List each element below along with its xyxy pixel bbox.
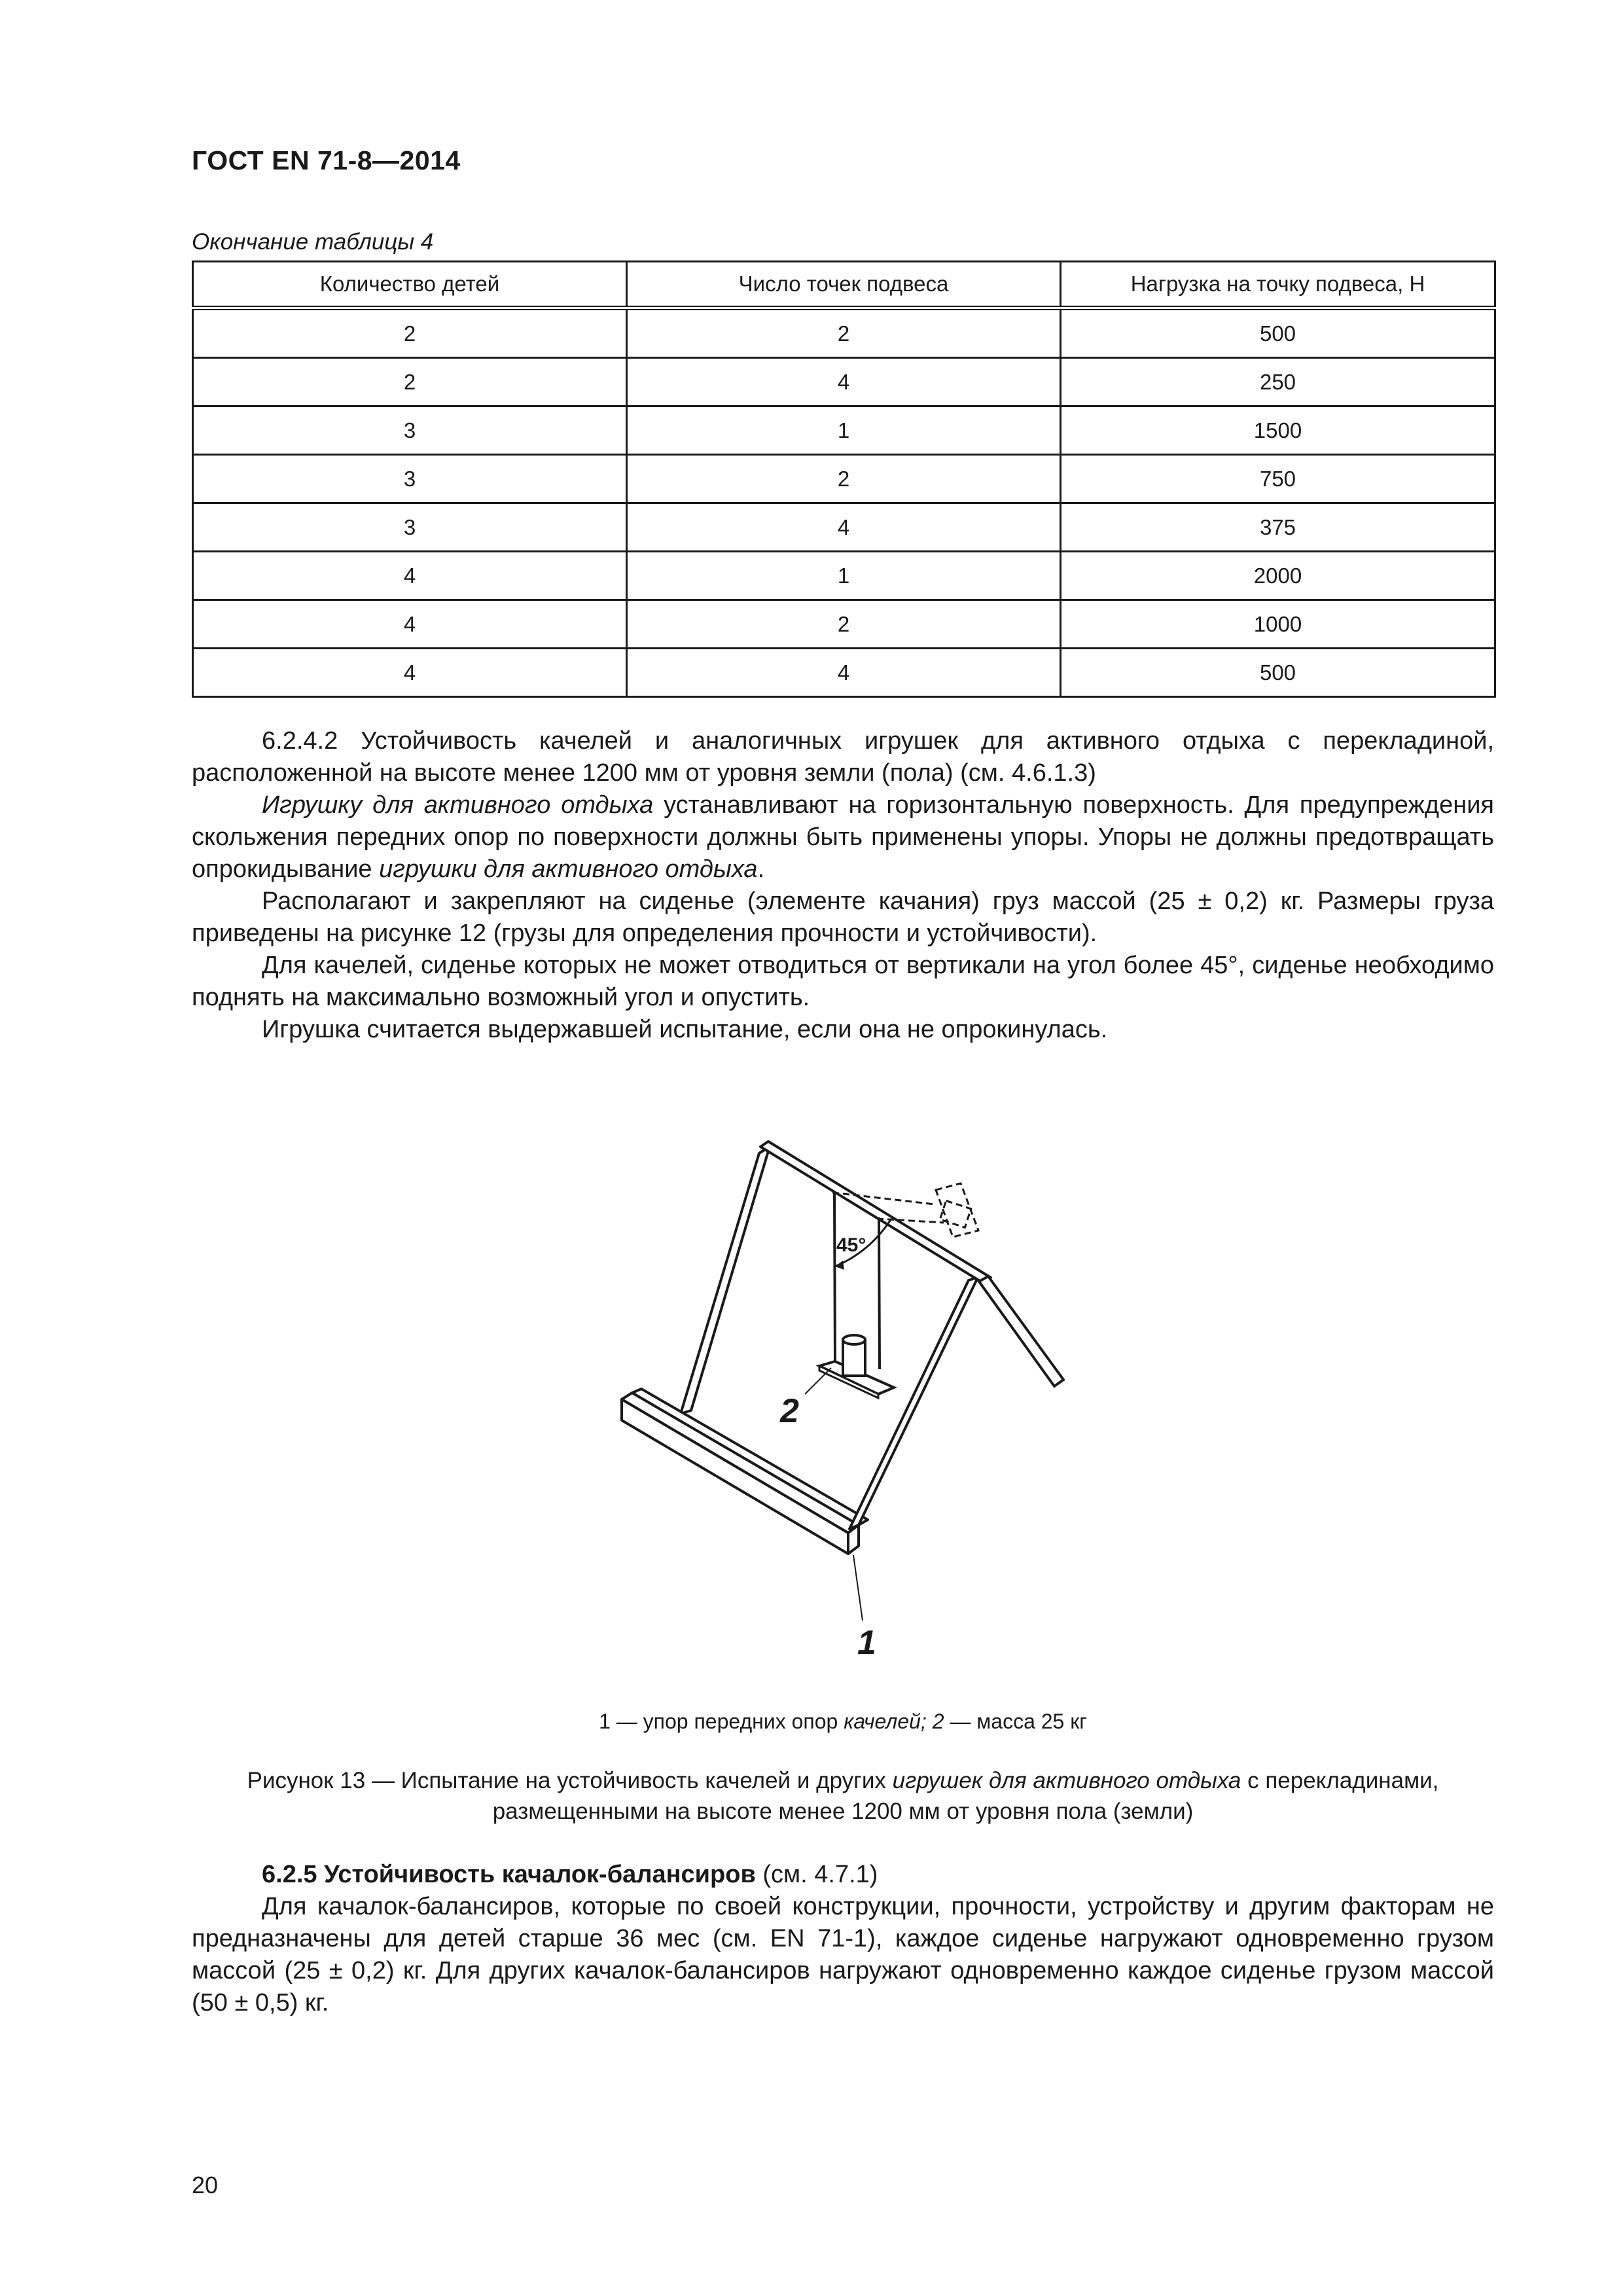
table-cell: 1	[627, 552, 1061, 600]
table-row	[193, 600, 1495, 649]
column-header-load: Нагрузка на точку подвеса, Н	[1061, 262, 1495, 308]
text-run: устанавливают на горизонтальную поверхность. Для предупреждения скольжения передних опор по поверхности должны быть применены упоры. Упоры не должны предотвращать опрокидывание	[192, 791, 1494, 883]
section-title: 6.2.5 Устойчивость качалок-балансиров	[262, 1861, 756, 1888]
rope-right	[879, 1217, 880, 1369]
leader-line-1	[853, 1555, 863, 1621]
front-ground-bar-top	[632, 1389, 868, 1525]
paragraph: Располагают и закрепляют на сиденье (элементе качания) груз массой (25 ± 0,2) кг. Размеры груза приведены на рисунке 12 (грузы для определения прочности и устойчивости).	[192, 888, 1494, 947]
table-cell: 750	[1061, 455, 1495, 503]
section-6242	[192, 725, 1494, 1046]
legend-text: 1 — упор передних опор	[599, 1710, 844, 1733]
table-cell: 4	[627, 358, 1061, 406]
figure-label-2: 2	[780, 1392, 799, 1430]
table-cell: 2	[627, 600, 1061, 649]
italic-term: игрушки для активного отдыха	[379, 855, 758, 883]
standard-header: ГОСТ EN 71-8—2014	[192, 145, 461, 175]
table-row	[193, 308, 1495, 358]
rear-leg-left	[681, 1147, 770, 1414]
figure-caption	[192, 1765, 1494, 1827]
table-row	[193, 358, 1495, 406]
caption-italic: игрушек для активного отдыха	[892, 1768, 1241, 1793]
legend-italic: качелей; 2	[844, 1710, 944, 1733]
table-cell: 4	[627, 649, 1061, 697]
table-cell: 3	[193, 503, 627, 552]
paragraph: Для качалок-балансиров, которые по своей конструкции, прочности, устройству и другим факторам не предназначены для детей старше 36 мес (см. EN 71-1), каждое сиденье нагружают одновременно грузом массой (25 ± 0,2) кг. Для других качалок-балансиров нагружают одновременно каждое сиденье грузом массой (50 ± 0,5) кг.	[192, 1893, 1494, 2017]
column-header-points: Число точек подвеса	[627, 262, 1061, 308]
table-cell: 375	[1061, 503, 1495, 552]
table-cell: 1	[627, 406, 1061, 455]
table-cell: 4	[193, 552, 627, 600]
front-ground-bar-side	[622, 1399, 848, 1554]
italic-term: Игрушку для активного отдыха	[262, 791, 654, 819]
table-cell: 2	[193, 358, 627, 406]
table-row	[193, 649, 1495, 697]
caption-text: с перекладинами, размещенными на высоте менее 1200 мм от уровня пола (земли)	[492, 1768, 1439, 1824]
table-row	[193, 503, 1495, 552]
table-cell: 3	[193, 406, 627, 455]
load-table	[192, 260, 1496, 698]
rope-left	[834, 1191, 835, 1364]
front-ground-bar	[622, 1393, 859, 1533]
table-cell: 3	[193, 455, 627, 503]
table-caption: Окончание таблицы 4	[192, 229, 434, 255]
table-cell: 2	[627, 308, 1061, 358]
rear-brace-right	[979, 1276, 1063, 1386]
weight-cylinder-top	[843, 1335, 865, 1344]
table-cell: 1500	[1061, 406, 1495, 455]
figure-legend	[192, 1710, 1494, 1734]
table-row	[193, 406, 1495, 455]
text-run: .	[757, 855, 765, 883]
angle-label: 45°	[836, 1234, 866, 1256]
table-cell: 500	[1061, 649, 1495, 697]
front-leg-right	[849, 1278, 978, 1529]
table-row	[193, 552, 1495, 600]
table-cell: 2	[193, 308, 627, 358]
paragraph: Для качелей, сиденье которых не может отводиться от вертикали на угол более 45°, сиденье необходимо поднять на максимально возможный угол и опустить.	[192, 952, 1494, 1011]
table-row	[193, 455, 1495, 503]
column-header-children: Количество детей	[193, 262, 627, 308]
table-cell: 4	[627, 503, 1061, 552]
swung-seat	[936, 1183, 978, 1237]
legend-text: — масса 25 кг	[944, 1710, 1087, 1733]
table-cell: 2000	[1061, 552, 1495, 600]
table-cell: 250	[1061, 358, 1495, 406]
leader-line-2	[805, 1368, 831, 1394]
top-crossbar	[760, 1141, 991, 1283]
section-ref: (см. 4.7.1)	[755, 1861, 878, 1888]
swing-drawing	[589, 1106, 1080, 1676]
paragraph	[192, 789, 1494, 886]
paragraph: Игрушка считается выдержавшей испытание, если она не опрокинулась.	[262, 1016, 1108, 1043]
table-header-row	[193, 262, 1495, 308]
figure-13-swing-diagram	[589, 1106, 1080, 1676]
caption-text: Рисунок 13 — Испытание на устойчивость качелей и других	[247, 1768, 893, 1793]
section-625	[192, 1859, 1494, 2019]
table-cell: 1000	[1061, 600, 1495, 649]
section-heading	[192, 1859, 1494, 1891]
table-cell: 4	[193, 600, 627, 649]
table-cell: 2	[627, 455, 1061, 503]
table-cell: 4	[193, 649, 627, 697]
figure-label-1: 1	[857, 1624, 876, 1662]
page-number: 20	[192, 2172, 219, 2198]
table-cell: 500	[1061, 308, 1495, 358]
paragraph: 6.2.4.2 Устойчивость качелей и аналогичных игрушек для активного отдыха с перекладиной, расположенной на высоте менее 1200 мм от уровня земли (пола) (см. 4.6.1.3)	[192, 727, 1494, 787]
